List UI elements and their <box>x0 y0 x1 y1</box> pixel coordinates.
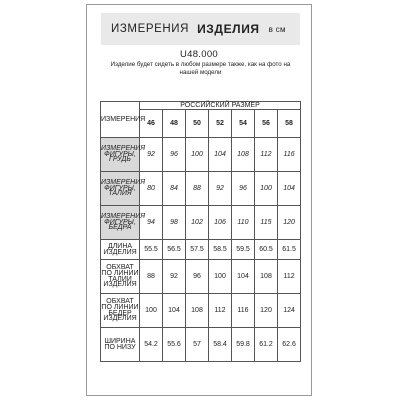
table-cell: 61.2 <box>255 328 278 362</box>
title-unit: в см <box>268 24 286 34</box>
table-cell: 54.2 <box>140 328 163 362</box>
row-label: ИЗМЕРЕНИЯ ФИГУРЫ, ГРУДЬ <box>101 138 140 172</box>
table-row <box>101 240 301 260</box>
table-cell: 92 <box>163 260 186 294</box>
table-cell: 96 <box>163 138 186 172</box>
title-measurements: ИЗМЕРЕНИЯ <box>111 23 190 35</box>
table-cell: 62.6 <box>278 328 301 362</box>
table-cell: 100 <box>255 172 278 206</box>
table-cell: 104 <box>209 138 232 172</box>
size-header-cell: 58 <box>278 110 301 138</box>
table-cell: 102 <box>186 206 209 240</box>
row-label: ИЗМЕРЕНИЯ ФИГУРЫ, БЁДРА <box>101 206 140 240</box>
size-header-cell: 52 <box>209 110 232 138</box>
table-cell: 120 <box>278 206 301 240</box>
size-table <box>100 101 301 362</box>
table-cell: 80 <box>140 172 163 206</box>
table-row <box>101 138 301 172</box>
row-label: ШИРИНА ПО НИЗУ <box>101 328 140 362</box>
table-cell: 61.5 <box>278 240 301 260</box>
table-cell: 108 <box>186 294 209 328</box>
table-cell: 58.4 <box>209 328 232 362</box>
size-header-cell: 54 <box>232 110 255 138</box>
size-chart-sheet <box>86 4 312 396</box>
table-cell: 110 <box>232 206 255 240</box>
table-cell: 98 <box>163 206 186 240</box>
russian-size-header: РОССИЙСКИЙ РАЗМЕР <box>140 102 301 110</box>
title-garment: ИЗДЕЛИЯ <box>197 22 260 36</box>
table-cell: 112 <box>255 138 278 172</box>
row-label: ДЛИНА ИЗДЕЛИЯ <box>101 240 140 260</box>
table-cell: 108 <box>232 138 255 172</box>
table-cell: 116 <box>278 138 301 172</box>
table-cell: 57.5 <box>186 240 209 260</box>
table-cell: 100 <box>186 138 209 172</box>
table-cell: 56.5 <box>163 240 186 260</box>
table-cell: 92 <box>209 172 232 206</box>
table-cell: 106 <box>209 206 232 240</box>
table-row <box>101 294 301 328</box>
table-cell: 108 <box>255 260 278 294</box>
size-header-cell: 56 <box>255 110 278 138</box>
table-cell: 112 <box>209 294 232 328</box>
table-cell: 94 <box>140 206 163 240</box>
size-header-cell: 48 <box>163 110 186 138</box>
size-header-cell: 50 <box>186 110 209 138</box>
size-header-cell: 46 <box>140 110 163 138</box>
table-cell: 88 <box>186 172 209 206</box>
table-cell: 92 <box>140 138 163 172</box>
table-cell: 60.5 <box>255 240 278 260</box>
table-cell: 112 <box>278 260 301 294</box>
table-cell: 104 <box>232 260 255 294</box>
table-cell: 124 <box>278 294 301 328</box>
table-cell: 115 <box>255 206 278 240</box>
table-cell: 116 <box>232 294 255 328</box>
table-cell: 55.6 <box>163 328 186 362</box>
table-row <box>101 172 301 206</box>
table-cell: 100 <box>209 260 232 294</box>
table-row <box>101 328 301 362</box>
row-label: ОБХВАТ ПО ЛИНИИ БЕДЕР ИЗДЕЛИЯ <box>101 294 140 328</box>
table-cell: 59.5 <box>232 240 255 260</box>
size-group-header-row <box>101 102 301 110</box>
row-label: ОБХВАТ ПО ЛИНИИ ТАЛИИ ИЗДЕЛИЯ <box>101 260 140 294</box>
table-cell: 84 <box>163 172 186 206</box>
table-row <box>101 206 301 240</box>
corner-label: ИЗМЕРЕНИЯ <box>101 102 140 138</box>
fit-note: Изделие будет сидеть в любом размере также, как на фото на нашей модели <box>110 61 291 76</box>
title-banner <box>101 13 300 45</box>
table-cell: 57 <box>186 328 209 362</box>
table-cell: 58.5 <box>209 240 232 260</box>
article-number: U48.000 <box>179 49 219 60</box>
table-cell: 96 <box>186 260 209 294</box>
table-cell: 100 <box>140 294 163 328</box>
row-label: ИЗМЕРЕНИЯ ФИГУРЫ, ТАЛИЯ <box>101 172 140 206</box>
table-cell: 120 <box>255 294 278 328</box>
table-cell: 59.8 <box>232 328 255 362</box>
table-cell: 88 <box>140 260 163 294</box>
table-cell: 104 <box>278 172 301 206</box>
table-cell: 55.5 <box>140 240 163 260</box>
table-cell: 96 <box>232 172 255 206</box>
table-cell: 104 <box>163 294 186 328</box>
table-row <box>101 260 301 294</box>
